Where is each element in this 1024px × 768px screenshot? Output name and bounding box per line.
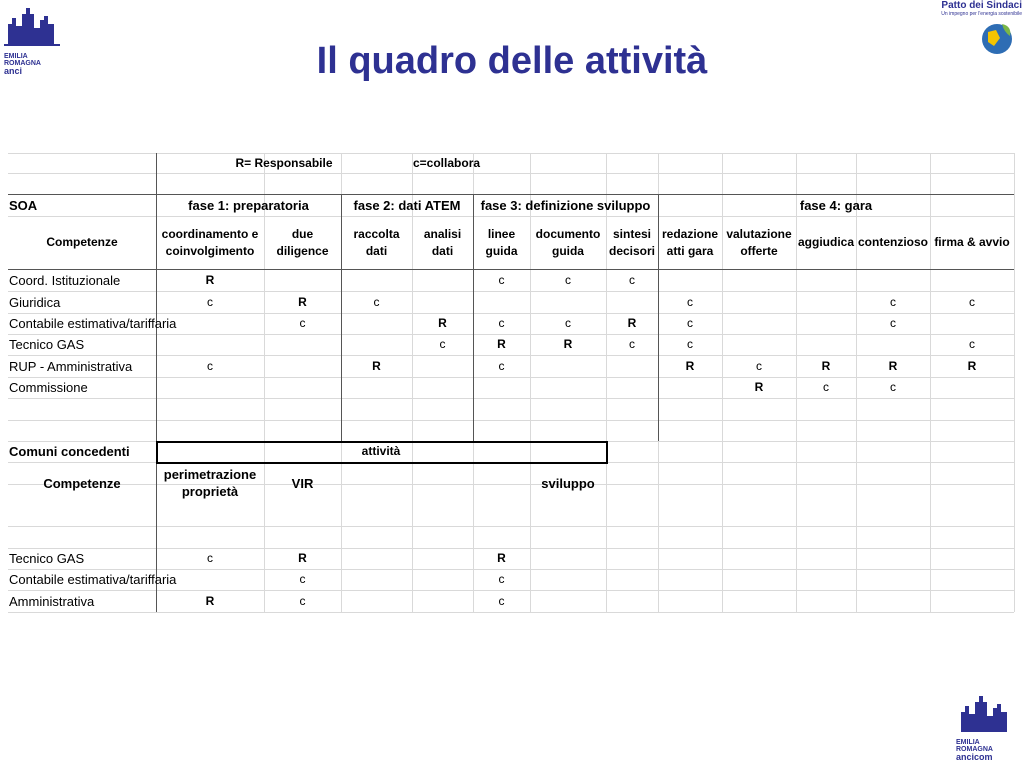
activity-header-line: raccolta	[353, 226, 400, 241]
legend-collaborates: c=collabora	[413, 155, 481, 170]
role-cell: c	[969, 337, 975, 351]
activity-header	[341, 216, 412, 269]
role-cell: c	[969, 294, 975, 309]
logo-text-line: EMILIA	[956, 739, 980, 746]
grid-line	[8, 612, 1014, 613]
role-cell: c	[823, 380, 829, 394]
comuni-role-cell: R	[205, 593, 215, 608]
activity-header	[156, 216, 264, 269]
comuni-activity	[156, 462, 264, 504]
role-cell: c	[687, 337, 693, 351]
role-cell: R	[372, 358, 381, 373]
role-cell: c	[498, 272, 505, 287]
activity-header-line: due	[291, 226, 314, 241]
activity-header	[722, 216, 796, 269]
role-cell: c	[890, 294, 896, 309]
comuni-section-label: Comuni concedenti	[9, 444, 130, 459]
comuni-activity-line: proprietà	[181, 484, 239, 499]
role-cell: c	[565, 316, 571, 330]
role-cell: c	[207, 358, 213, 373]
comuni-role-cell: c	[498, 572, 505, 586]
role-cell: R	[821, 358, 831, 373]
comuni-role-cell: c	[299, 593, 306, 608]
activity-header-line: dati	[431, 243, 454, 258]
role-cell: c	[687, 316, 693, 330]
role-cell: R	[205, 272, 215, 287]
role-cell: c	[207, 294, 213, 309]
legend-responsible: R= Responsabile	[235, 155, 333, 170]
role-cell: R	[754, 380, 764, 394]
comuni-role-cell: R	[298, 551, 307, 565]
role-cell: R	[888, 358, 898, 373]
logo-text-line: ROMAGNA	[956, 746, 993, 753]
activity-header-line: dati	[365, 243, 388, 258]
activity-header	[473, 216, 530, 269]
role-cell: R	[497, 337, 506, 351]
role-cell: R	[298, 294, 307, 309]
phase-header: fase 4: gara	[799, 197, 873, 213]
logo-subtitle: Un impegno per l'energia sostenibile	[941, 11, 1022, 17]
activity-header	[264, 216, 341, 269]
role-cell: R	[685, 358, 695, 373]
logo-text-line: EMILIA	[4, 53, 28, 60]
role-label: Commissione	[9, 380, 88, 395]
activity-header-line: valutazione	[726, 226, 792, 241]
role-cell: c	[890, 380, 896, 394]
activity-header-line: aggiudica	[797, 235, 854, 249]
activity-header-line: coinvolgimento	[165, 243, 255, 258]
activity-header-line: guida	[485, 243, 518, 258]
activity-header-line: guida	[551, 243, 584, 258]
activity-header-line: coordinamento e	[161, 226, 259, 241]
role-cell: c	[373, 294, 380, 309]
activity-header-line: offerte	[740, 243, 778, 258]
activity-header	[530, 216, 606, 269]
role-cell: c	[687, 294, 693, 309]
comuni-activity-line: sviluppo	[541, 475, 595, 491]
activity-header	[606, 216, 658, 269]
logo-text-line: ROMAGNA	[4, 60, 41, 67]
grid-line	[8, 398, 1014, 399]
activity-header-line: firma & avvio	[934, 235, 1010, 249]
grid-line	[606, 441, 608, 464]
activity-header-line: decisori	[608, 243, 656, 258]
logo-title: Patto dei Sindaci	[941, 0, 1022, 11]
comuni-role-label: Tecnico GAS	[9, 551, 85, 566]
role-label: Giuridica	[9, 294, 61, 310]
role-cell: R	[627, 316, 637, 330]
role-cell: c	[756, 358, 762, 373]
activity-header	[412, 216, 473, 269]
role-cell: c	[629, 272, 635, 287]
role-cell: R	[563, 337, 573, 351]
phase-header: fase 1: preparatoria	[188, 197, 309, 213]
role-cell: c	[629, 337, 635, 351]
comuni-role-label: Amministrativa	[9, 593, 95, 609]
activity-header	[796, 216, 856, 269]
comuni-role-cell: c	[299, 572, 306, 586]
grid-line	[8, 526, 1014, 527]
role-label: Coord. Istituzionale	[9, 272, 121, 288]
comuni-role-cell: c	[207, 551, 213, 565]
role-cell: c	[498, 358, 505, 373]
comuni-activity-line: perimetrazione	[163, 467, 257, 482]
activity-header	[930, 216, 1014, 269]
soa-section-label: SOA	[9, 197, 38, 213]
activity-header-line: analisi	[423, 226, 462, 241]
role-cell: c	[439, 337, 446, 351]
comuni-role-label: Contabile estimativa/tariffaria	[9, 572, 177, 587]
logo-text-line: ancicom	[956, 752, 993, 762]
phase-header: fase 2: dati ATEM	[353, 197, 461, 213]
role-cell: c	[498, 316, 505, 330]
role-cell: R	[438, 316, 447, 330]
grid-line	[1014, 153, 1015, 612]
activity-header-line: diligence	[276, 243, 329, 258]
activity-header-line: linee	[487, 226, 516, 241]
comuni-role-cell: c	[498, 593, 505, 608]
emilia-romagna-ancicom-logo	[956, 694, 1014, 764]
activity-header-line: documento	[535, 226, 601, 241]
role-cell: R	[967, 358, 977, 373]
comuni-role-cell: R	[497, 551, 506, 565]
activity-header-line: redazione	[661, 226, 718, 241]
activity-header-line: contenzioso	[857, 235, 928, 249]
role-label: Tecnico GAS	[9, 337, 85, 352]
grid-line	[8, 173, 1014, 174]
role-cell: c	[890, 316, 896, 330]
comuni-activity-line: VIR	[291, 475, 314, 491]
phase-header: fase 3: definizione sviluppo	[480, 197, 651, 213]
role-cell: c	[299, 316, 306, 330]
page-title: Il quadro delle attività	[316, 40, 708, 82]
role-label: Contabile estimativa/tariffaria	[9, 316, 177, 331]
grid-line	[8, 420, 1014, 421]
activity-header-line: atti gara	[666, 243, 714, 258]
comuni-activity	[264, 462, 341, 504]
activity-header	[856, 216, 930, 269]
comuni-competenze-label: Competenze	[43, 475, 121, 491]
role-label: RUP - Amministrativa	[9, 358, 133, 374]
comuni-activity	[530, 462, 606, 504]
role-cell: c	[565, 272, 571, 287]
comuni-activity-header: attività	[361, 444, 401, 458]
logo-text-line: anci	[4, 66, 23, 76]
activity-header-line: sintesi	[612, 226, 651, 241]
competenze-label: Competenze	[46, 235, 118, 249]
activity-header	[658, 216, 722, 269]
